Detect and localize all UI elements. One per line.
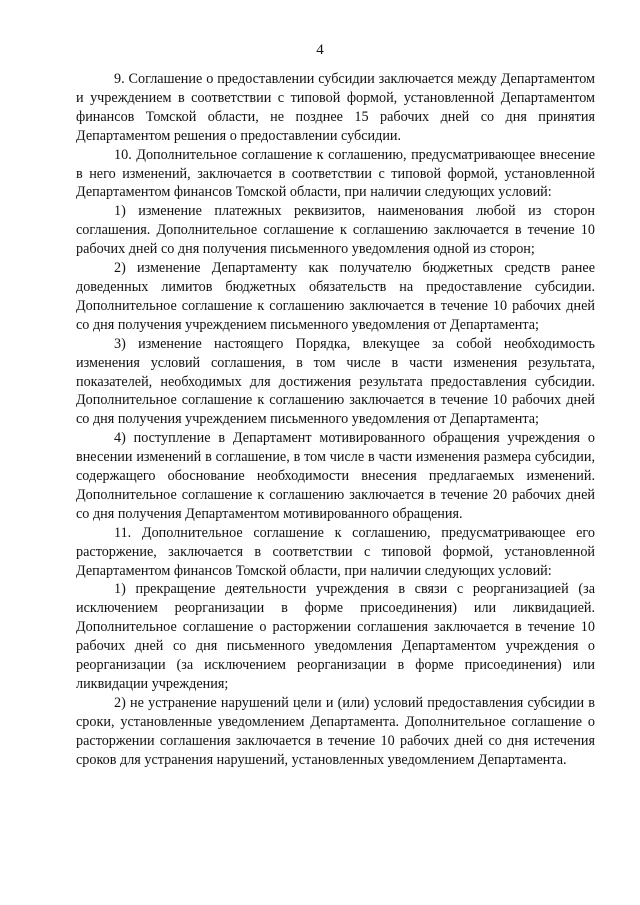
paragraph-11-item-1: 1) прекращение деятельности учреждения в связи с реорганизацией (за исключением реорганизации в форме присоединения) или ликвидацией. Дополнительное соглашение о расторжении соглашения заключается в течение 10 рабочих дней со дня письменного уведомления Департаментом учреждения о реорганизации (за исключением реорганизации в форме присоединения) или ликвидации учреждения; xyxy=(76,581,595,692)
paragraph-9: 9. Соглашение о предоставлении субсидии заключается между Департаментом и учреждением в соответствии с типовой формой, установленной Департаментом финансов Томской области, не позднее 15 рабочих дней со дня принятия Департаментом решения о предоставлении субсидии. xyxy=(76,71,595,144)
paragraph-10-item-3: 3) изменение настоящего Порядка, влекущее за собой необходимость изменения условий соглашения, в том числе в части изменения результата, показателей, необходимых для достижения результата предоставления субсидии. Дополнительное соглашение к соглашению заключается в течение 10 рабочих дней со дня получения учреждением письменного уведомления от Департамента; xyxy=(76,335,595,428)
paragraph-11-item-2: 2) не устранение нарушений цели и (или) условий предоставления субсидии в сроки, установленные уведомлением Департамента. Дополнительное соглашение о расторжении соглашения заключается в течение 10 рабочих дней со дня истечения сроков для устранения нарушений, установленных уведомлением Департамента. xyxy=(76,694,595,768)
paragraph-11: 11. Дополнительное соглашение к соглашению, предусматривающее его расторжение, заключается в соответствии с типовой формой, установленной Департаментом финансов Томской области, при наличии следующих условий: xyxy=(76,524,595,579)
paragraph-10-item-1: 1) изменение платежных реквизитов, наименования любой из сторон соглашения. Дополнительное соглашение к соглашению заключается в течение 10 рабочих дней со дня получения письменного уведомления одной из сторон; xyxy=(76,203,595,258)
document-body xyxy=(76,70,595,770)
paragraph-10: 10. Дополнительное соглашение к соглашению, предусматривающее внесение в него изменений, заключается в соответствии с типовой формой, установленной Департаментом финансов Томской области, при наличии следующих условий: xyxy=(76,146,595,201)
paragraph-10-item-4: 4) поступление в Департамент мотивированного обращения учреждения о внесении изменений в соглашение, в том числе в части изменения размера субсидии, содержащего обоснование необходимости внесения предлагаемых изменений. Дополнительное соглашение к соглашению заключается в течение 20 рабочих дней со дня получения Департаментом мотивированного обращения. xyxy=(76,430,595,522)
paragraph-10-item-2: 2) изменение Департаменту как получателю бюджетных средств ранее доведенных лимитов бюджетных обязательств на предоставление субсидии. Дополнительное соглашение к соглашению заключается в течение 10 рабочих дней со дня получения учреждением письменного уведомления от Департамента; xyxy=(76,260,595,333)
page-number: 4 xyxy=(316,42,324,58)
